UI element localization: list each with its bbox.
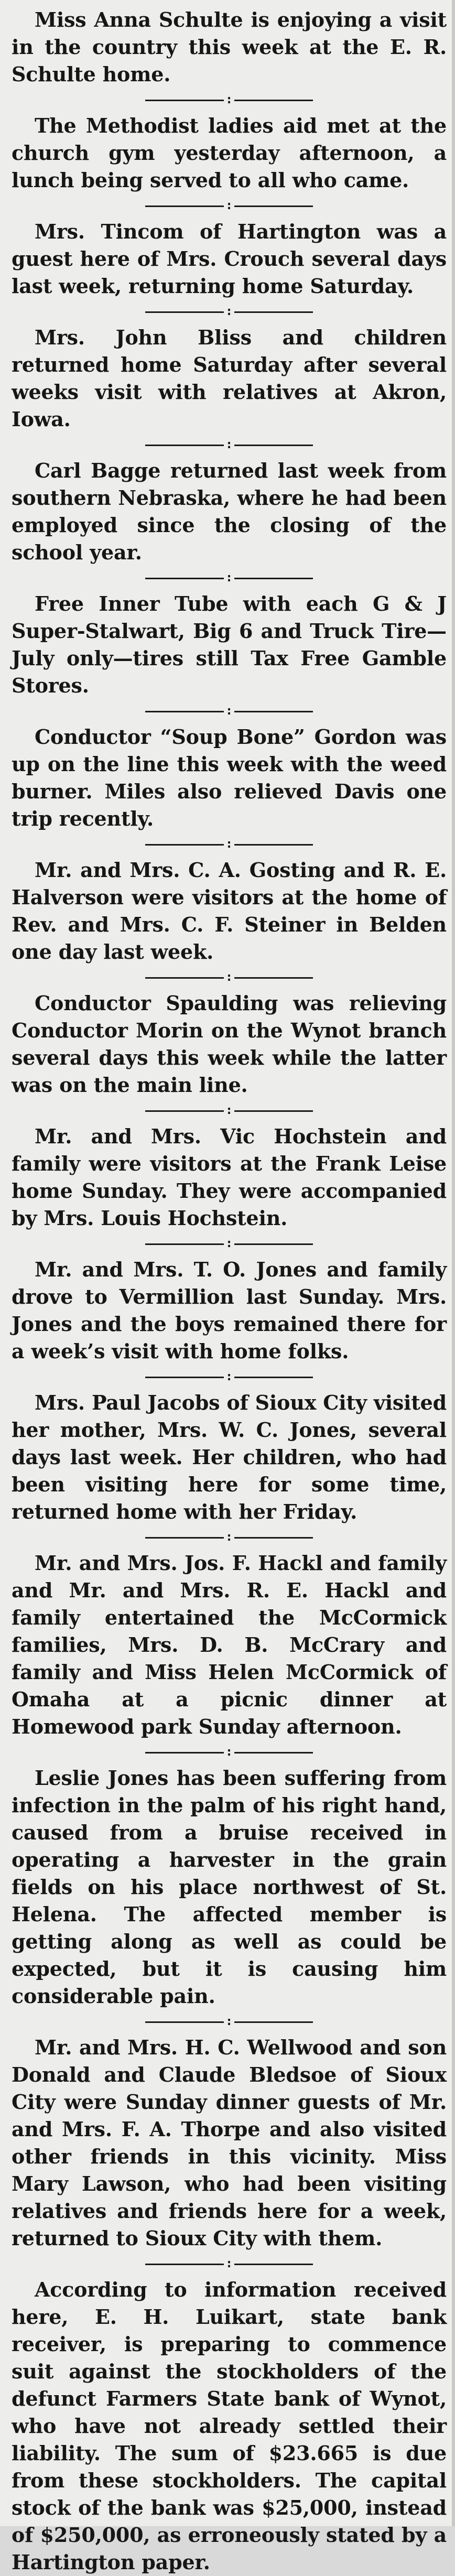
news-item-text: Mr. and Mrs. T. O. Jones and family drove to Vermillion last Sunday. Mrs. Jones and the boys remained there for a week’s visit with home folks. <box>12 1258 447 1363</box>
separator-rule-left <box>145 2264 224 2265</box>
separator-ornament-icon: : <box>226 1531 232 1544</box>
item-separator <box>12 570 447 586</box>
item-separator <box>12 837 447 852</box>
news-items <box>12 6 447 2576</box>
separator-ornament-icon: : <box>226 199 232 212</box>
separator-rule-right <box>234 1243 313 1245</box>
news-item-text: Carl Bagge returned last week from southern Nebraska, where he had been employed since the closing of the school year. <box>12 459 447 564</box>
news-item-text: According to information received here, E. H. Luikart, state bank receiver, is preparing to commence suit against the stockholders of the defunct Farmers State bank of Wynot, who have not already settled their liability. The sum of $23.665 is due from these stockholders. The capital stock of the bank was $25,000, instead of $250,000, as erroneously stated by a Hartington paper. <box>12 2278 447 2574</box>
separator-ornament-icon: : <box>226 971 232 984</box>
news-item <box>12 1550 447 1740</box>
news-item <box>12 1256 447 1365</box>
news-item <box>12 457 447 566</box>
separator-rule-left <box>145 844 224 846</box>
item-separator <box>12 1236 447 1252</box>
separator-rule-right <box>234 2021 313 2023</box>
separator-rule-right <box>234 977 313 979</box>
news-item-text: Mrs. Paul Jacobs of Sioux City visited her mother, Mrs. W. C. Jones, several days last week. Her children, who had been visiting here for some time, returned home with her Friday. <box>12 1391 447 1523</box>
item-separator <box>12 1103 447 1119</box>
page-edge <box>452 0 455 2526</box>
separator-rule-right <box>234 445 313 446</box>
news-item <box>12 2034 447 2252</box>
separator-rule-left <box>145 100 224 101</box>
separator-rule-right <box>234 2264 313 2265</box>
separator-ornament-icon: : <box>226 438 232 451</box>
news-item <box>12 1765 447 2010</box>
news-item <box>12 112 447 194</box>
separator-rule-left <box>145 1752 224 1754</box>
news-item-text: The Methodist ladies aid met at the church gym yesterday afternoon, a lunch being served to all who came. <box>12 114 447 192</box>
separator-ornament-icon: : <box>226 705 232 718</box>
separator-rule-left <box>145 311 224 313</box>
separator-ornament-icon: : <box>226 2257 232 2270</box>
item-separator <box>12 2014 447 2030</box>
news-item-text: Mr. and Mrs. Vic Hochstein and family were visitors at the Frank Leise home Sunday. They were accompanied by Mrs. Louis Hochstein. <box>12 1124 447 1230</box>
separator-rule-left <box>145 1110 224 1112</box>
separator-rule-left <box>145 1243 224 1245</box>
separator-rule-left <box>145 711 224 712</box>
separator-rule-right <box>234 311 313 313</box>
news-item <box>12 1389 447 1525</box>
news-item-text: Mr. and Mrs. Jos. F. Hackl and family and Mr. and Mrs. R. E. Hackl and family entertained the McCormick families, Mrs. D. B. McCrary and family and Miss Helen McCormick of Omaha at a picnic dinner at Homewood park Sunday afternoon. <box>12 1551 447 1738</box>
separator-rule-right <box>234 844 313 846</box>
news-item-text: Mr. and Mrs. H. C. Wellwood and son Donald and Claude Bledsoe of Sioux City were Sunday dinner guests of Mr. and Mrs. F. A. Thorpe and also visited other friends in this vicinity. Miss Mary Lawson, who had been visiting relatives and friends here for a week, returned to Sioux City with them. <box>12 2036 447 2250</box>
separator-rule-right <box>234 1110 313 1112</box>
news-item-text: Mrs. John Bliss and children returned home Saturday after several weeks visit with relatives at Akron, Iowa. <box>12 326 447 431</box>
news-item-text: Conductor “Soup Bone” Gordon was up on the line this week with the weed burner. Miles also relieved Davis one trip recently. <box>12 725 447 830</box>
item-separator <box>12 2256 447 2272</box>
separator-rule-left <box>145 977 224 979</box>
separator-rule-left <box>145 578 224 579</box>
separator-rule-right <box>234 578 313 579</box>
news-item <box>12 990 447 1099</box>
separator-rule-left <box>145 2021 224 2023</box>
news-item <box>12 2276 447 2576</box>
separator-rule-right <box>234 205 313 207</box>
separator-ornament-icon: : <box>226 1746 232 1759</box>
separator-ornament-icon: : <box>226 571 232 585</box>
news-item-text: Mrs. Tincom of Hartington was a guest here of Mrs. Crouch several days last week, returning home Saturday. <box>12 220 447 298</box>
news-item <box>12 324 447 433</box>
separator-rule-left <box>145 205 224 207</box>
separator-rule-right <box>234 1377 313 1378</box>
separator-rule-right <box>234 100 313 101</box>
separator-rule-right <box>234 1537 313 1539</box>
item-separator <box>12 703 447 719</box>
news-item <box>12 218 447 300</box>
separator-rule-left <box>145 445 224 446</box>
separator-ornament-icon: : <box>226 838 232 851</box>
news-item <box>12 1123 447 1232</box>
item-separator <box>12 198 447 214</box>
news-item-text: Free Inner Tube with each G & J Super-Stalwart, Big 6 and Truck Tire—July only—tires still Tax Free Gamble Stores. <box>12 592 447 697</box>
news-item-text: Leslie Jones has been suffering from infection in the palm of his right hand, caused from a bruise received in operating a harvester in the grain fields on his place northwest of St. Helena. The affected member is getting along as well as could be expected, but it is causing him considerable pain. <box>12 1766 447 2008</box>
news-item <box>12 723 447 832</box>
news-item-text: Conductor Spaulding was relieving Conductor Morin on the Wynot branch several days this week while the latter was on the main line. <box>12 991 447 1097</box>
news-item <box>12 590 447 699</box>
news-item-text: Miss Anna Schulte is enjoying a visit in the country this week at the E. R. Schulte home. <box>12 8 447 86</box>
separator-ornament-icon: : <box>226 305 232 318</box>
separator-rule-right <box>234 1752 313 1754</box>
item-separator <box>12 437 447 453</box>
news-item-text: Mr. and Mrs. C. A. Gosting and R. E. Halverson were visitors at the home of Rev. and Mrs. C. F. Steiner in Belden one day last week. <box>12 858 447 964</box>
separator-ornament-icon: : <box>226 93 232 106</box>
item-separator <box>12 1530 447 1545</box>
separator-rule-left <box>145 1377 224 1378</box>
separator-rule-right <box>234 711 313 712</box>
news-item <box>12 857 447 966</box>
news-item <box>12 6 447 88</box>
item-separator <box>12 304 447 320</box>
separator-rule-left <box>145 1537 224 1539</box>
item-separator <box>12 1745 447 1760</box>
separator-ornament-icon: : <box>226 1370 232 1383</box>
separator-ornament-icon: : <box>226 1237 232 1250</box>
separator-ornament-icon: : <box>226 2015 232 2028</box>
item-separator <box>12 970 447 986</box>
item-separator <box>12 1369 447 1385</box>
separator-ornament-icon: : <box>226 1104 232 1117</box>
item-separator <box>12 92 447 108</box>
